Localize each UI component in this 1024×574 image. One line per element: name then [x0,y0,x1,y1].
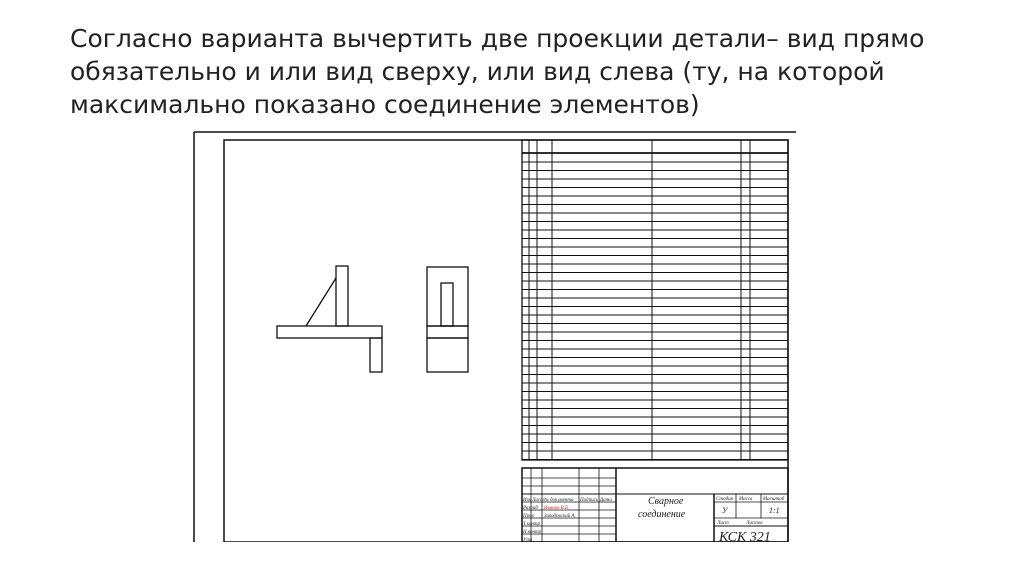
front-view [277,266,382,372]
scale-header: Масштаб [763,497,785,502]
mass-header: Масса [739,497,753,502]
part-name-line1: Сварное [648,496,684,507]
document-code: КСК 321 [719,530,771,542]
row-label-tkontr: Т.контр [523,522,540,527]
row-label-prov: Пров [523,514,534,519]
row-label-utv: Утв [523,538,533,542]
drawing-frame [224,140,788,542]
scale-value: 1:1 [769,506,780,515]
sheet-label: Лист [717,521,729,526]
row-label-razrab: Разраб [523,506,538,511]
col-header-izm: Изм [523,498,532,503]
drawing-sheet [186,128,798,542]
part-name-line2: соединение [638,509,686,520]
col-header-date: Дата [600,498,612,503]
col-header-list: Лист [532,498,544,503]
specification-table [522,140,788,460]
developer-name: Иванов В.Б. [544,506,570,511]
sheets-label: Листов [746,521,763,526]
col-header-sign: Подпись [580,498,599,503]
side-view [427,267,468,372]
slide-title: Согласно варианта вычертить две проекции детали– вид прямо обязательно и или вид сверху, или вид слева (ту, на которой максимально показано соединение элементов) [70,24,925,119]
stage-header: Стадия [716,497,733,502]
title-block [522,468,788,542]
stage-value: У [722,506,728,515]
col-header-doc: № документа [544,498,574,503]
row-label-nkontr: Н.контр [523,530,542,535]
specification-rows [522,162,788,460]
checker-name: Заводовский А. [544,514,576,519]
